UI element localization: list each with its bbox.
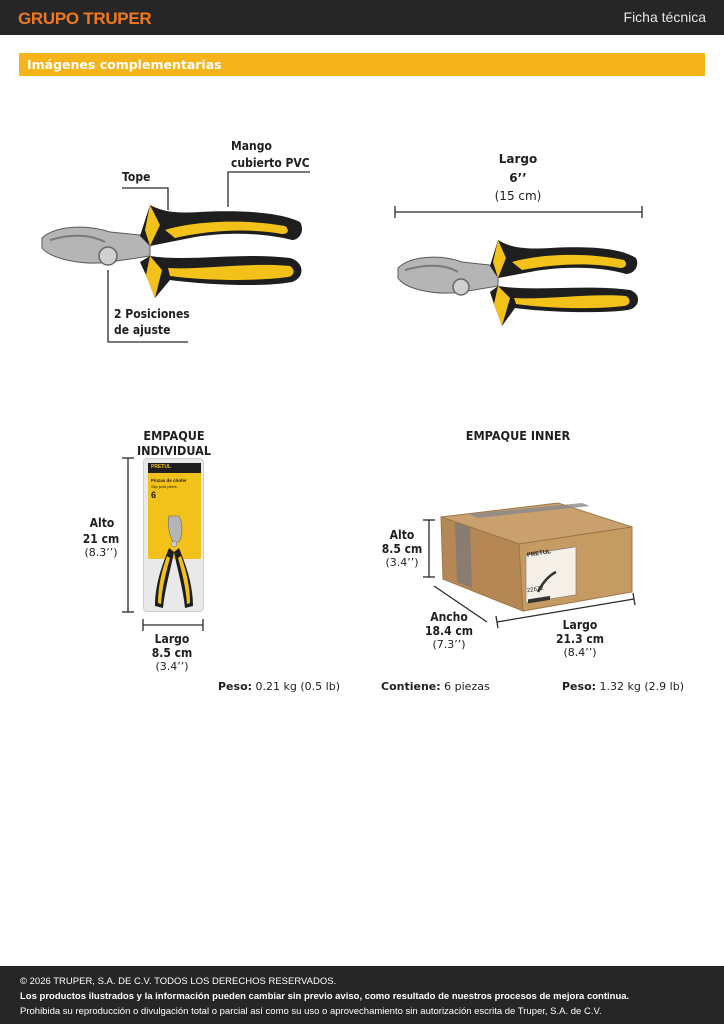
callout-tope: Tope bbox=[122, 170, 151, 184]
inner-largo-cm: 21.3 cm bbox=[555, 632, 605, 646]
individual-peso-label: Peso: bbox=[218, 680, 253, 693]
blister-card-title: Pinzas de chofer bbox=[151, 478, 187, 483]
individual-pack-heading: EMPAQUE INDIVIDUAL bbox=[136, 428, 212, 458]
individual-largo-label: Largo bbox=[154, 632, 190, 646]
inner-ancho-cm: 18.4 cm bbox=[424, 624, 474, 638]
length-cm: (15 cm) bbox=[494, 189, 542, 203]
doc-type-label: Ficha técnica bbox=[623, 9, 706, 25]
blister-card-size: 6 bbox=[151, 490, 157, 500]
inner-largo-label: Largo bbox=[562, 618, 598, 632]
footer-notice: Los productos ilustrados y la información pueden cambiar sin previo aviso, como resultado de nuestros procesos de mejora continua. bbox=[20, 991, 630, 1002]
individual-alto-cm: 21 cm bbox=[82, 532, 120, 546]
inner-peso bbox=[562, 679, 684, 695]
individual-peso-value: 0.21 kg (0.5 lb) bbox=[255, 680, 340, 693]
callout-ajuste-line2: de ajuste bbox=[114, 323, 171, 337]
length-inches: 6’’ bbox=[509, 171, 527, 185]
inner-peso-label: Peso: bbox=[562, 680, 597, 693]
footer-copyright: © 2026 TRUPER, S.A. DE C.V. TODOS LOS DERECHOS RESERVADOS. bbox=[20, 976, 337, 987]
footer-prohibition: Prohibida su reproducción o divulgación total o parcial así como su uso o aprovechamiento sin autorización escrita de Truper, S.A. de C.V. bbox=[20, 1006, 602, 1017]
individual-largo-in: (3.4’’) bbox=[155, 660, 189, 673]
callout-mango-line2: cubierto PVC bbox=[231, 156, 310, 170]
inner-pack-heading: EMPAQUE INNER bbox=[465, 428, 571, 443]
individual-alto-label: Alto bbox=[89, 516, 115, 530]
inner-largo-in: (8.4’’) bbox=[563, 646, 597, 659]
individual-alto-in: (8.3’’) bbox=[84, 546, 118, 559]
inner-contiene bbox=[381, 679, 490, 695]
blister-card-brand: PRETUL bbox=[151, 464, 171, 470]
inner-box-code: 22672 bbox=[526, 585, 545, 595]
inner-alto-cm: 8.5 cm bbox=[381, 542, 423, 556]
footer bbox=[0, 966, 724, 1024]
inner-alto-label: Alto bbox=[389, 528, 415, 542]
inner-peso-value: 1.32 kg (2.9 lb) bbox=[599, 680, 684, 693]
callout-mango-line1: Mango bbox=[231, 139, 272, 153]
inner-contiene-value: 6 piezas bbox=[444, 680, 490, 693]
brand-logo: GRUPO TRUPER bbox=[18, 9, 152, 28]
inner-contiene-label: Contiene: bbox=[381, 680, 441, 693]
blister-card-subtitle: Slip joint pliers bbox=[151, 484, 177, 489]
individual-largo-cm: 8.5 cm bbox=[151, 646, 193, 660]
length-label: Largo bbox=[498, 152, 538, 166]
inner-ancho-in: (7.3’’) bbox=[432, 638, 466, 651]
inner-box-brand: PRETUL bbox=[526, 549, 552, 559]
section-title: Imágenes complementarias bbox=[27, 57, 222, 72]
inner-alto-in: (3.4’’) bbox=[385, 556, 419, 569]
callout-ajuste-line1: 2 Posiciones bbox=[114, 307, 190, 321]
inner-ancho-label: Ancho bbox=[430, 610, 468, 624]
